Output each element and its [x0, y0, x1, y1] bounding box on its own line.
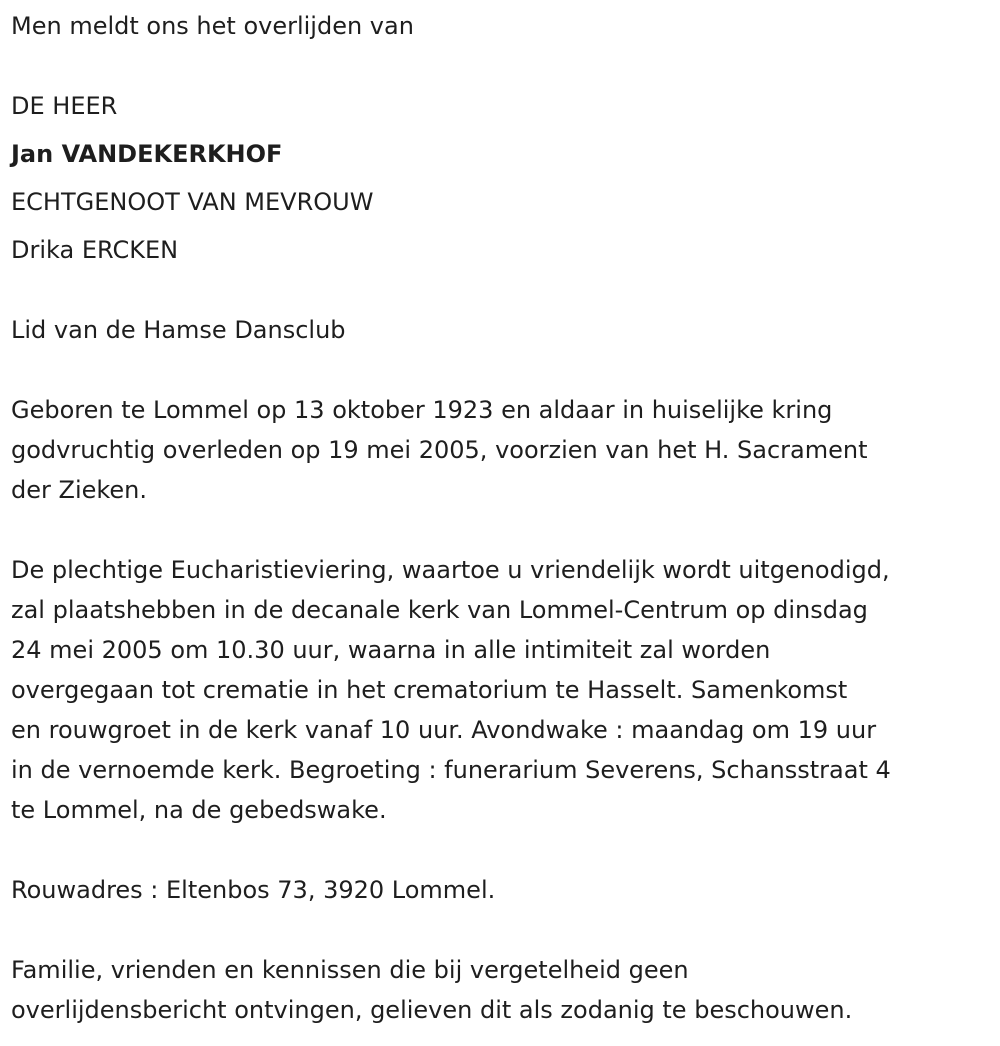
paragraph-line: en rouwgroet in de kerk vanaf 10 uur. Avondwake : maandag om 19 uur	[11, 716, 877, 744]
paragraph-line: Familie, vrienden en kennissen die bij vergetelheid geen	[11, 956, 689, 984]
paragraph-line: Geboren te Lommel op 13 oktober 1923 en aldaar in huiselijke kring	[11, 396, 833, 424]
paragraph-line: overlijdensbericht ontvingen, gelieven dit als zodanig te beschouwen.	[11, 996, 853, 1024]
deceased-name: Jan VANDEKERKHOF	[11, 140, 283, 168]
paragraph-line: godvruchtig overleden op 19 mei 2005, voorzien van het H. Sacrament	[11, 436, 868, 464]
paragraph-line: De plechtige Eucharistieviering, waartoe u vriendelijk wordt uitgenodigd,	[11, 556, 890, 584]
intro-text: Men meldt ons het overlijden van	[11, 12, 414, 40]
paragraph-line: in de vernoemde kerk. Begroeting : funerarium Severens, Schansstraat 4	[11, 756, 891, 784]
paragraph-line: zal plaatshebben in de decanale kerk van Lommel-Centrum op dinsdag	[11, 596, 868, 624]
membership-text: Lid van de Hamse Dansclub	[11, 316, 346, 344]
spouse-name: Drika ERCKEN	[11, 236, 179, 264]
spouse-title: ECHTGENOOT VAN MEVROUW	[11, 188, 374, 216]
paragraph-line: te Lommel, na de gebedswake.	[11, 796, 387, 824]
paragraph-line: overgegaan tot crematie in het crematorium te Hasselt. Samenkomst	[11, 676, 848, 704]
paragraph-line: 24 mei 2005 om 10.30 uur, waarna in alle intimiteit zal worden	[11, 636, 771, 664]
mourning-address: Rouwadres : Eltenbos 73, 3920 Lommel.	[11, 876, 496, 904]
paragraph-line: der Zieken.	[11, 476, 148, 504]
honorific: DE HEER	[11, 92, 118, 120]
